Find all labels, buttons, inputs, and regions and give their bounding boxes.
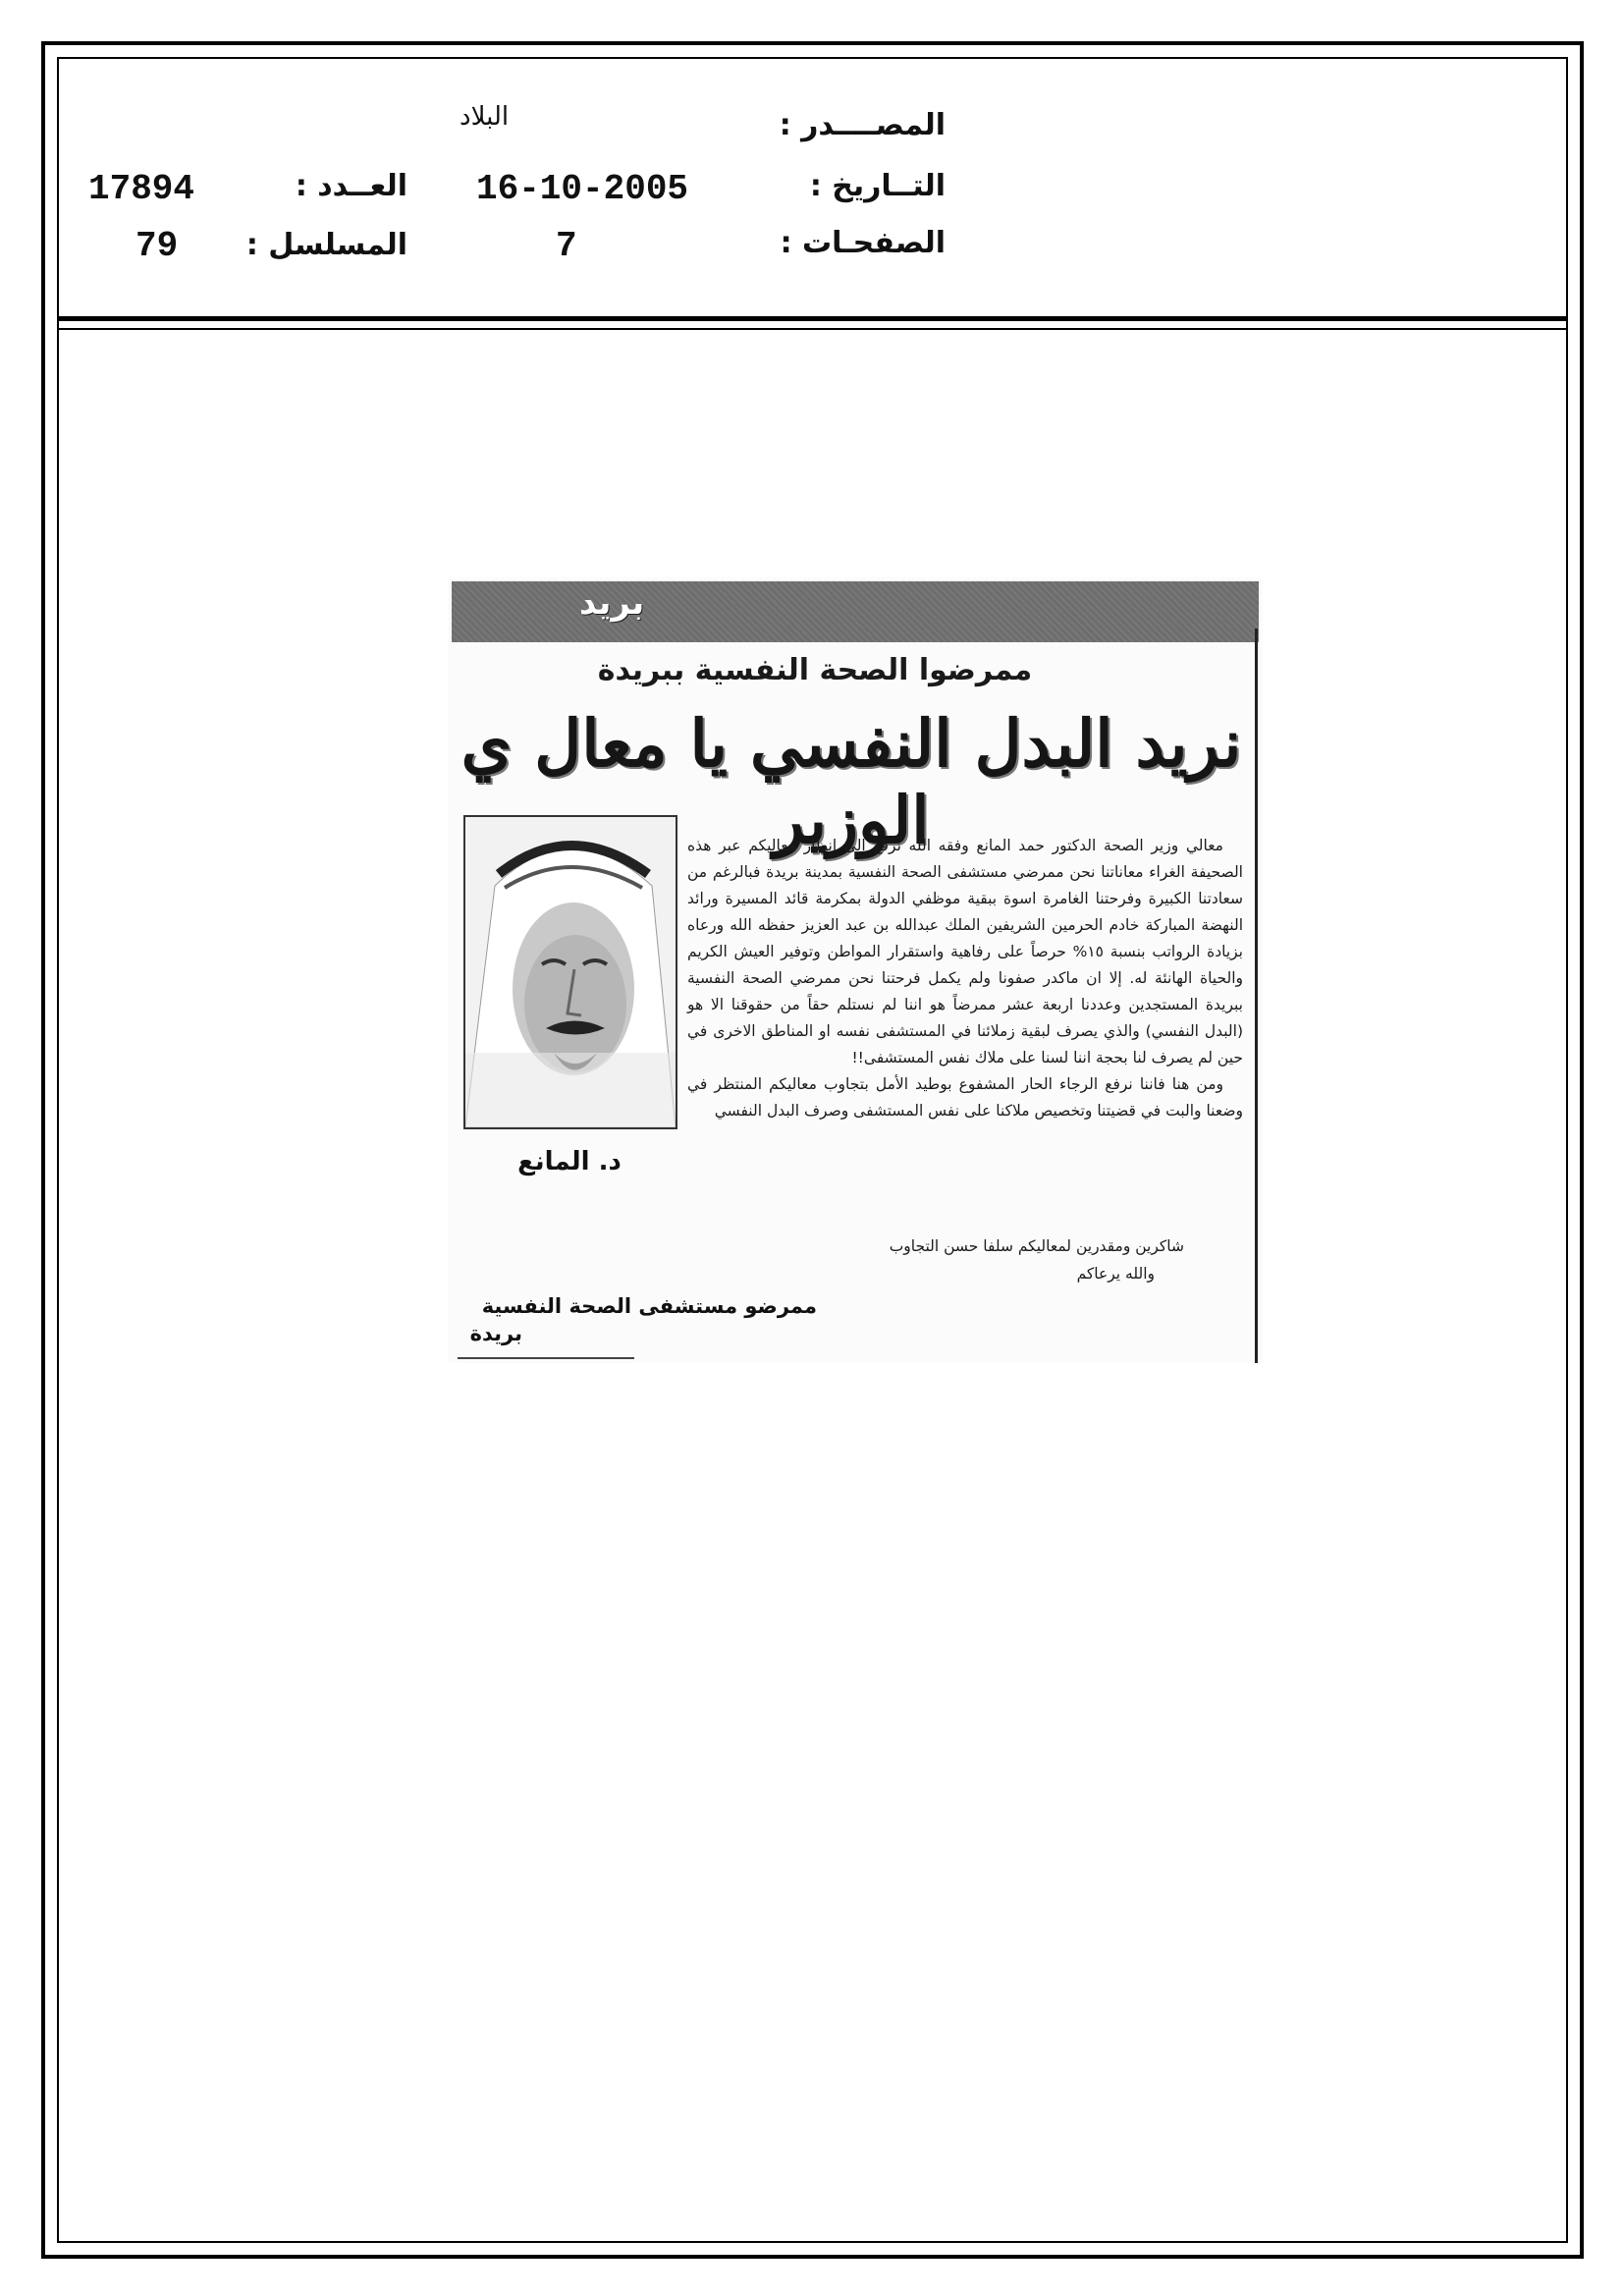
source-label: المصــــدر :	[779, 108, 946, 142]
date-label: التــاريخ :	[809, 169, 946, 203]
portrait-image	[465, 817, 676, 1127]
article-subheadline: ممرضوا الصحة النفسية ببريدة	[597, 653, 1033, 687]
issue-value: 17894	[88, 169, 195, 209]
serial-label: المسلسل :	[245, 228, 407, 262]
signature-line: ممرضو مستشفى الصحة النفسية	[481, 1294, 817, 1318]
article-paragraph: ومن هنا فاننا نرفع الرجاء الحار المشفوع بوطيد الأمل بتجاوب معاليكم المنتظر في وضعنا والبت في قضيتنا وتخصيص ملاكنا على نفس المستشفى وصرف البدل النفسي	[687, 1075, 1243, 1120]
header-divider-thin	[57, 328, 1568, 330]
issue-label: العــدد :	[295, 169, 407, 203]
portrait-photo	[463, 815, 677, 1129]
article-paragraph: معالي وزير الصحة الدكتور حمد المانع وفقه الله نرفع الى انظار معاليكم عبر هذه الصحيفة الغراء معاناتنا نحن ممرضي مستشفى الصحة النفسية بمدينة بريدة فبالرغم من سعادتنا الكبيرة وفرحتنا الغامرة اسوة ببقية موظفي الدولة بمكرمة قائد المسيرة ورائد النهضة المباركة خادم الحرمين الشريفين الملك عبدالله بن عبد العزيز حفظه الله ورعاه بزيادة الرواتب بنسبة ١٥% حرصاً على رفاهية واستقرار المواطن وتوفير العيش الكريم والحياة الهانئة له. إلا ان ماكدر صفونا ولم يكمل فرحتنا نحن ممرضي الصحة النفسية ببريدة المستجدين وعددنا اربعة عشر ممرضاً هو اننا لم نستلم حقاً من حقوقنا الا هو (البدل النفسي) والذي يصرف لبقية زملائنا في المستشفى نفسه او المناطق الاخرى في حين لم يصرف لنا بحجة اننا لسنا على ملاك نفس المستشفى!!	[687, 837, 1243, 1066]
clipping-column-rule	[1255, 629, 1258, 1363]
article-closing	[687, 1232, 1243, 1287]
header-divider	[57, 316, 1568, 321]
section-banner	[452, 581, 1259, 642]
serial-value: 79	[135, 226, 179, 266]
date-value: 16-10-2005	[476, 169, 689, 209]
closing-line: شاكرين ومقدرين لمعاليكم سلفا حسن التجاوب	[889, 1237, 1184, 1255]
pages-value: 7	[556, 226, 577, 266]
closing-line: والله يرعاكم	[1076, 1265, 1155, 1283]
pages-label: الصفحـات :	[780, 226, 946, 260]
source-value: البلاد	[460, 102, 510, 132]
photo-caption: د. المانع	[517, 1147, 622, 1176]
signature-city: بريدة	[469, 1322, 522, 1345]
article-body	[687, 833, 1243, 1124]
article-headline: نريد البدل النفسي يا معال ي الوزير	[460, 705, 1242, 858]
section-tag: بريد	[579, 583, 645, 623]
signature-underline	[458, 1357, 634, 1359]
